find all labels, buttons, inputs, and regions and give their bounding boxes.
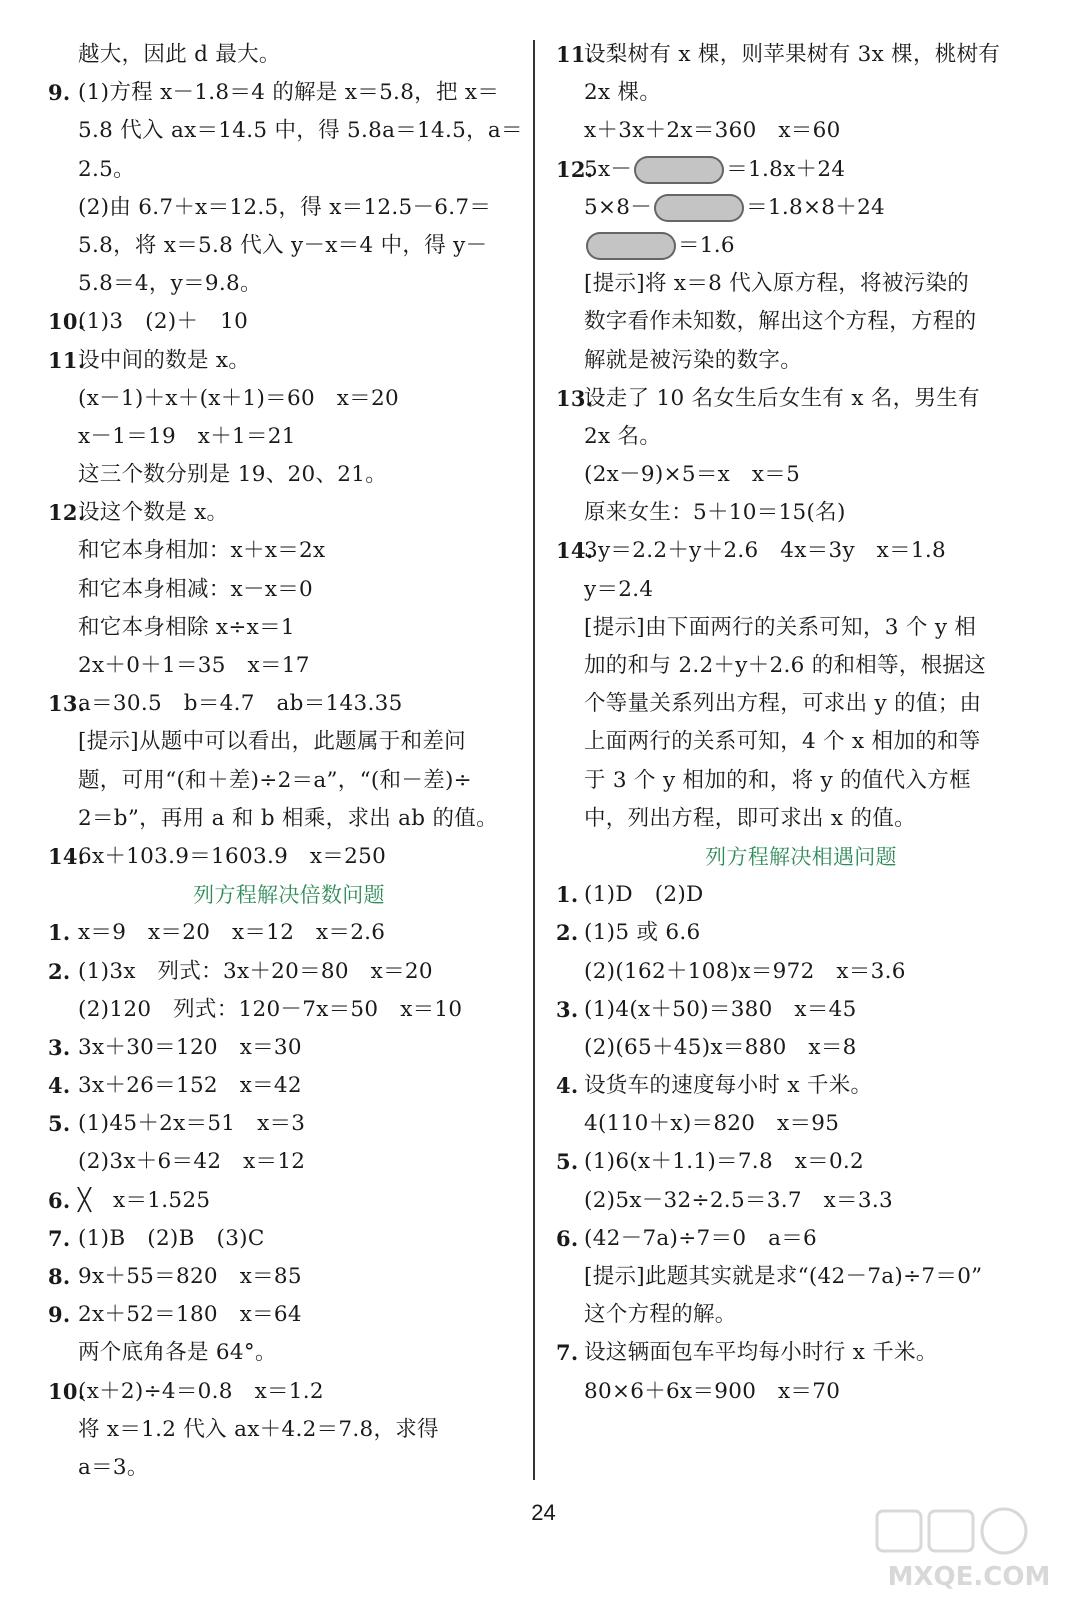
answer-line bbox=[556, 800, 1046, 838]
answer-text bbox=[78, 1105, 305, 1143]
answer-text-start: a＝30.5 b＝4.7 ab＝143.35 bbox=[78, 691, 403, 717]
answer-text-start: 5.8＝4，y＝9.8。 bbox=[78, 271, 262, 297]
answer-text bbox=[584, 1105, 839, 1143]
answer-line bbox=[556, 685, 1046, 723]
answer-text-start: 3x＋26＝152 x＝42 bbox=[78, 1073, 302, 1099]
answer-item bbox=[48, 1182, 530, 1220]
answer-text bbox=[78, 571, 313, 609]
answer-line bbox=[556, 1105, 1046, 1143]
answer-text bbox=[584, 1220, 817, 1258]
section-heading-text: 列方程解决相遇问题 bbox=[705, 844, 897, 869]
answer-line bbox=[556, 265, 1046, 303]
answer-text bbox=[78, 265, 262, 303]
item-number: 9. bbox=[48, 1302, 71, 1328]
answer-line bbox=[48, 265, 530, 303]
answer-line bbox=[48, 1143, 530, 1181]
answer-line bbox=[48, 1334, 530, 1372]
answer-item bbox=[556, 1334, 1046, 1372]
answer-text bbox=[584, 227, 735, 265]
answer-line bbox=[556, 1373, 1046, 1411]
answer-text bbox=[78, 1258, 302, 1296]
answer-text-start: a＝3。 bbox=[78, 1454, 149, 1480]
answer-text-start: (2)120 列式：120－7x＝50 x＝10 bbox=[78, 996, 463, 1022]
answer-text bbox=[78, 36, 281, 74]
answer-line bbox=[556, 762, 1046, 800]
page-number: 24 bbox=[531, 1500, 556, 1525]
answer-line bbox=[48, 112, 530, 150]
answer-line bbox=[48, 571, 530, 609]
answer-text-start: (42－7a)÷7＝0 a＝6 bbox=[584, 1225, 818, 1251]
answer-text-start: (1)3 (2)＋ 10 bbox=[78, 309, 249, 335]
answer-text bbox=[584, 571, 653, 609]
answer-text bbox=[78, 953, 433, 991]
answer-text bbox=[584, 494, 846, 532]
answer-text-start: 这个方程的解。 bbox=[584, 1302, 737, 1328]
answer-item bbox=[48, 74, 530, 112]
answer-line bbox=[48, 609, 530, 647]
answer-line bbox=[556, 953, 1046, 991]
answer-text-start: 这三个数分别是 19、20、21。 bbox=[78, 462, 388, 488]
answer-text-start: 将 x＝1.2 代入 ax＋4.2＝7.8，求得 bbox=[78, 1416, 439, 1442]
answer-text bbox=[584, 1334, 938, 1372]
answer-text-start: (1)6(x＋1.1)＝7.8 x＝0.2 bbox=[584, 1149, 865, 1175]
answer-text-start: x－1＝19 x＋1＝21 bbox=[78, 423, 296, 449]
answer-item bbox=[556, 914, 1046, 952]
watermark-url: MXQE.COM bbox=[887, 1562, 1051, 1592]
answer-text-start: 题，可用“(和＋差)÷2＝a”，“(和－差)÷ bbox=[78, 767, 472, 793]
answer-text bbox=[78, 342, 250, 380]
item-number: 4. bbox=[48, 1073, 71, 1099]
answer-text bbox=[78, 762, 472, 800]
answer-text-start: (1)方程 x－1.8＝4 的解是 x＝5.8，把 x＝ bbox=[78, 80, 500, 106]
smudge-cloud-icon bbox=[586, 232, 676, 260]
answer-item bbox=[556, 1143, 1046, 1181]
item-number: 11. bbox=[556, 42, 594, 67]
answer-text-start: (2)由 6.7＋x＝12.5，得 x＝12.5－6.7＝ bbox=[78, 194, 492, 220]
answer-text bbox=[78, 609, 295, 647]
answer-text-start: (2)3x＋6＝42 x＝12 bbox=[78, 1149, 306, 1175]
answer-item bbox=[556, 991, 1046, 1029]
answer-text-start: y＝2.4 bbox=[584, 576, 654, 602]
answer-text-start: ╳ x＝1.525 bbox=[78, 1187, 211, 1213]
answer-text-start: 设这辆面包车平均每小时行 x 千米。 bbox=[584, 1340, 938, 1366]
answer-text bbox=[78, 1220, 265, 1258]
answer-text bbox=[78, 494, 228, 532]
answer-item bbox=[48, 953, 530, 991]
answer-text bbox=[78, 991, 462, 1029]
answer-item bbox=[48, 1029, 530, 1067]
answer-line bbox=[556, 571, 1046, 609]
answer-line bbox=[556, 112, 1046, 150]
answer-text bbox=[584, 647, 986, 685]
answer-text-start: (1)D (2)D bbox=[584, 882, 704, 908]
item-number: 11. bbox=[48, 347, 86, 373]
answer-text-start: 设中间的数是 x。 bbox=[78, 347, 251, 373]
answer-text-start: 4(110＋x)＝820 x＝95 bbox=[584, 1111, 840, 1137]
answer-text-start: [提示]从题中可以看出，此题属于和差问 bbox=[78, 729, 466, 755]
answer-text bbox=[584, 418, 661, 456]
answer-text-start: 和它本身相减：x－x＝0 bbox=[78, 576, 314, 602]
answer-text bbox=[78, 456, 387, 494]
answer-text-start: 9x＋55＝820 x＝85 bbox=[78, 1264, 302, 1289]
answer-text-start: 2x＋52＝180 x＝64 bbox=[78, 1302, 302, 1328]
answer-line bbox=[48, 418, 530, 456]
item-number: 3. bbox=[556, 996, 579, 1022]
answer-text bbox=[78, 838, 386, 876]
answer-line bbox=[556, 456, 1046, 494]
watermark-logo bbox=[869, 1505, 1069, 1595]
answer-text bbox=[584, 112, 841, 150]
answer-text-start: 上面两行的关系可知，4 个 x 相加的和等 bbox=[584, 729, 981, 755]
answer-line bbox=[48, 36, 530, 74]
answer-text bbox=[584, 1143, 864, 1181]
answer-item bbox=[556, 532, 1046, 570]
answer-text bbox=[584, 1182, 893, 1220]
answer-line bbox=[48, 1411, 530, 1449]
answer-text bbox=[78, 1296, 302, 1334]
answer-line bbox=[556, 1296, 1046, 1334]
answer-text bbox=[584, 914, 701, 952]
answer-text bbox=[78, 1182, 210, 1220]
answer-item bbox=[48, 1373, 530, 1411]
answer-text-end: ＝1.8x＋24 bbox=[726, 156, 846, 182]
answer-text-start: [提示]将 x＝8 代入原方程，将被污染的 bbox=[584, 271, 970, 297]
answer-text bbox=[78, 685, 403, 723]
answer-line bbox=[556, 303, 1046, 341]
answer-text bbox=[584, 532, 946, 570]
answer-text-end: ＝1.6 bbox=[678, 232, 735, 258]
answer-text-start: 原来女生：5＋10＝15(名) bbox=[584, 500, 846, 526]
answer-line bbox=[48, 647, 530, 685]
item-number: 1. bbox=[556, 882, 579, 908]
item-number: 5. bbox=[556, 1149, 579, 1175]
answer-text bbox=[584, 1029, 857, 1067]
answer-text-start: (1)3x 列式：3x＋20＝80 x＝20 bbox=[78, 958, 433, 984]
answer-text-start: 2.5。 bbox=[78, 156, 135, 182]
item-number: 1. bbox=[48, 920, 71, 946]
answer-text-start: 3y＝2.2＋y＋2.6 4x＝3y x＝1.8 bbox=[584, 538, 947, 564]
item-number: 13. bbox=[48, 691, 86, 717]
answer-text bbox=[584, 265, 969, 303]
answer-item bbox=[48, 1258, 530, 1296]
answer-line bbox=[556, 227, 1046, 265]
answer-line bbox=[556, 342, 1046, 380]
answer-text bbox=[78, 800, 498, 838]
answer-text-start: 2x＋0＋1＝35 x＝17 bbox=[78, 653, 310, 678]
answer-text bbox=[78, 112, 523, 150]
answer-text-start: 和它本身相除 x÷x＝1 bbox=[78, 614, 295, 640]
section-heading bbox=[48, 876, 530, 914]
answer-line bbox=[48, 151, 530, 189]
answer-text-start: 设走了 10 名女生后女生有 x 名，男生有 bbox=[584, 385, 980, 411]
item-number: 13. bbox=[556, 385, 594, 411]
answer-text-start: 加的和与 2.2＋y＋2.6 的和相等，根据这 bbox=[584, 653, 987, 678]
item-number: 2. bbox=[556, 920, 579, 946]
answer-line bbox=[556, 647, 1046, 685]
answer-line bbox=[556, 1258, 1046, 1296]
answer-item bbox=[48, 1296, 530, 1334]
answer-item bbox=[556, 1067, 1046, 1105]
answer-item bbox=[48, 685, 530, 723]
answer-text bbox=[584, 74, 661, 112]
answer-text bbox=[584, 456, 800, 494]
answer-text-start: (1)45＋2x＝51 x＝3 bbox=[78, 1111, 306, 1137]
answer-text-start: 2＝b”，再用 a 和 b 相乘，求出 ab 的值。 bbox=[78, 805, 498, 831]
item-number: 8. bbox=[48, 1264, 71, 1289]
answer-text-start: [提示]由下面两行的关系可知，3 个 y 相 bbox=[584, 614, 977, 640]
answer-line bbox=[48, 800, 530, 838]
answer-text-start: (1)5 或 6.6 bbox=[584, 920, 701, 946]
right-column bbox=[556, 36, 1046, 1411]
answer-text-start: 于 3 个 y 相加的和，将 y 的值代入方框 bbox=[584, 767, 971, 793]
answer-item bbox=[48, 1105, 530, 1143]
answer-text bbox=[78, 723, 466, 761]
answer-text-start: 5x－ bbox=[584, 156, 633, 182]
answer-item bbox=[556, 1220, 1046, 1258]
answer-item bbox=[556, 380, 1046, 418]
item-number: 12. bbox=[556, 156, 594, 182]
answer-item bbox=[48, 838, 530, 876]
answer-text-start: (2)(65＋45)x＝880 x＝8 bbox=[584, 1034, 857, 1060]
answer-text bbox=[78, 74, 499, 112]
answer-text bbox=[78, 1143, 305, 1181]
answer-text bbox=[78, 532, 325, 570]
answer-text bbox=[584, 303, 976, 341]
answer-line bbox=[556, 1029, 1046, 1067]
answer-line bbox=[556, 494, 1046, 532]
answer-text-start: (2)5x－32÷2.5＝3.7 x＝3.3 bbox=[584, 1187, 893, 1213]
answer-item bbox=[48, 1220, 530, 1258]
answer-item bbox=[48, 303, 530, 341]
answer-text-start: [提示]此题其实就是求“(42－7a)÷7＝0” bbox=[584, 1264, 983, 1289]
answer-line bbox=[48, 991, 530, 1029]
answer-text-start: 中，列出方程，即可求出 x 的值。 bbox=[584, 805, 916, 831]
answer-text bbox=[78, 418, 296, 456]
answer-text-start: (2x－9)×5＝x x＝5 bbox=[584, 462, 801, 488]
answer-text bbox=[584, 762, 971, 800]
answer-line bbox=[556, 1182, 1046, 1220]
answer-text bbox=[584, 723, 981, 761]
answer-text bbox=[78, 647, 310, 685]
answer-text bbox=[78, 151, 135, 189]
answer-text-start: 个等量关系列出方程，可求出 y 的值；由 bbox=[584, 691, 982, 717]
answer-text bbox=[78, 1373, 324, 1411]
answer-text bbox=[78, 1334, 277, 1372]
answer-text bbox=[584, 1067, 872, 1105]
answer-text bbox=[584, 1258, 982, 1296]
answer-text bbox=[584, 685, 981, 723]
smudge-cloud-icon bbox=[634, 156, 724, 184]
answer-text bbox=[584, 609, 976, 647]
answer-text-start: (x＋2)÷4＝0.8 x＝1.2 bbox=[78, 1378, 324, 1404]
answer-text bbox=[78, 380, 399, 418]
answer-text-start: 5×8－ bbox=[584, 194, 653, 220]
item-number: 10. bbox=[48, 1378, 86, 1404]
answer-text bbox=[78, 227, 487, 265]
answer-text bbox=[584, 1296, 737, 1334]
answer-text bbox=[584, 991, 857, 1029]
item-number: 14. bbox=[48, 843, 86, 869]
answer-line bbox=[48, 380, 530, 418]
answer-text bbox=[78, 1411, 439, 1449]
answer-text-start: (2)(162＋108)x＝972 x＝3.6 bbox=[584, 958, 906, 984]
answer-text-start: 2x 名。 bbox=[584, 423, 662, 449]
answer-text-start: 6x＋103.9＝1603.9 x＝250 bbox=[78, 843, 387, 869]
answer-text bbox=[584, 1373, 840, 1411]
answer-text bbox=[584, 953, 906, 991]
answer-text bbox=[584, 800, 916, 838]
answer-text bbox=[584, 36, 1000, 74]
answer-line bbox=[556, 418, 1046, 456]
answer-text bbox=[584, 876, 704, 914]
answer-text-start: (x－1)＋x＋(x＋1)＝60 x＝20 bbox=[78, 385, 399, 411]
item-number: 4. bbox=[556, 1073, 579, 1099]
answer-line bbox=[48, 189, 530, 227]
answer-text-start: 和它本身相加：x＋x＝2x bbox=[78, 538, 326, 564]
answer-line bbox=[48, 1449, 530, 1487]
answer-text-start: 5.8，将 x＝5.8 代入 y－x＝4 中，得 y－ bbox=[78, 232, 488, 258]
answer-text-start: 设这个数是 x。 bbox=[78, 500, 229, 526]
answer-text-start: (1)4(x＋50)＝380 x＝45 bbox=[584, 996, 857, 1022]
answer-line bbox=[48, 532, 530, 570]
item-number: 2. bbox=[48, 958, 71, 984]
answer-text-start: 两个底角各是 64°。 bbox=[78, 1340, 277, 1366]
answer-text-start: 3x＋30＝120 x＝30 bbox=[78, 1034, 302, 1060]
answer-item bbox=[48, 494, 530, 532]
answer-text bbox=[584, 380, 980, 418]
item-number: 9. bbox=[48, 80, 71, 106]
item-number: 12. bbox=[48, 500, 86, 526]
answer-line bbox=[556, 609, 1046, 647]
answer-item bbox=[556, 151, 1046, 189]
item-number: 14. bbox=[556, 538, 594, 564]
answer-text-start: 设货车的速度每小时 x 千米。 bbox=[584, 1073, 873, 1099]
answer-text-start: 越大，因此 d 最大。 bbox=[78, 42, 281, 67]
smudge-cloud-icon bbox=[654, 194, 744, 222]
answer-text bbox=[78, 914, 385, 952]
answer-line bbox=[556, 74, 1046, 112]
item-number: 6. bbox=[48, 1187, 71, 1213]
left-column bbox=[48, 36, 530, 1487]
answer-item bbox=[556, 36, 1046, 74]
item-number: 7. bbox=[556, 1340, 579, 1366]
item-number: 10. bbox=[48, 309, 86, 335]
answer-line bbox=[556, 723, 1046, 761]
answer-line bbox=[556, 189, 1046, 227]
answer-text bbox=[584, 151, 845, 189]
answer-text bbox=[584, 189, 885, 227]
answer-line bbox=[48, 456, 530, 494]
answer-text bbox=[78, 303, 248, 341]
answer-text-start: 设梨树有 x 棵，则苹果树有 3x 棵，桃树有 bbox=[584, 42, 1001, 67]
answer-text-start: 数字看作未知数，解出这个方程，方程的 bbox=[584, 309, 977, 335]
answer-text-start: 解就是被污染的数字。 bbox=[584, 347, 803, 373]
answer-item bbox=[556, 876, 1046, 914]
item-number: 5. bbox=[48, 1111, 71, 1137]
answer-line bbox=[48, 762, 530, 800]
answer-text bbox=[78, 1067, 302, 1105]
answer-text-end: ＝1.8×8＋24 bbox=[746, 194, 886, 220]
column-divider bbox=[533, 40, 535, 1480]
answer-item bbox=[48, 914, 530, 952]
answer-text bbox=[78, 189, 491, 227]
answer-text-start: (1)B (2)B (3)C bbox=[78, 1225, 265, 1251]
item-number: 3. bbox=[48, 1034, 71, 1060]
answer-text bbox=[78, 1449, 149, 1487]
answer-text-start: x＋3x＋2x＝360 x＝60 bbox=[584, 118, 841, 144]
answer-text-start: x＝9 x＝20 x＝12 x＝2.6 bbox=[78, 920, 386, 946]
answer-line bbox=[48, 723, 530, 761]
answer-line bbox=[48, 227, 530, 265]
section-heading bbox=[556, 838, 1046, 876]
section-heading-text: 列方程解决倍数问题 bbox=[193, 883, 385, 908]
answer-text bbox=[78, 1029, 302, 1067]
answer-text-start: 2x 棵。 bbox=[584, 80, 662, 106]
answer-text-start: 5.8 代入 ax＝14.5 中，得 5.8a＝14.5，a＝ bbox=[78, 118, 523, 144]
answer-text bbox=[584, 342, 802, 380]
answer-text-start: 80×6＋6x＝900 x＝70 bbox=[584, 1378, 841, 1404]
answer-item bbox=[48, 1067, 530, 1105]
answer-item bbox=[48, 342, 530, 380]
item-number: 6. bbox=[556, 1225, 579, 1251]
item-number: 7. bbox=[48, 1225, 71, 1251]
